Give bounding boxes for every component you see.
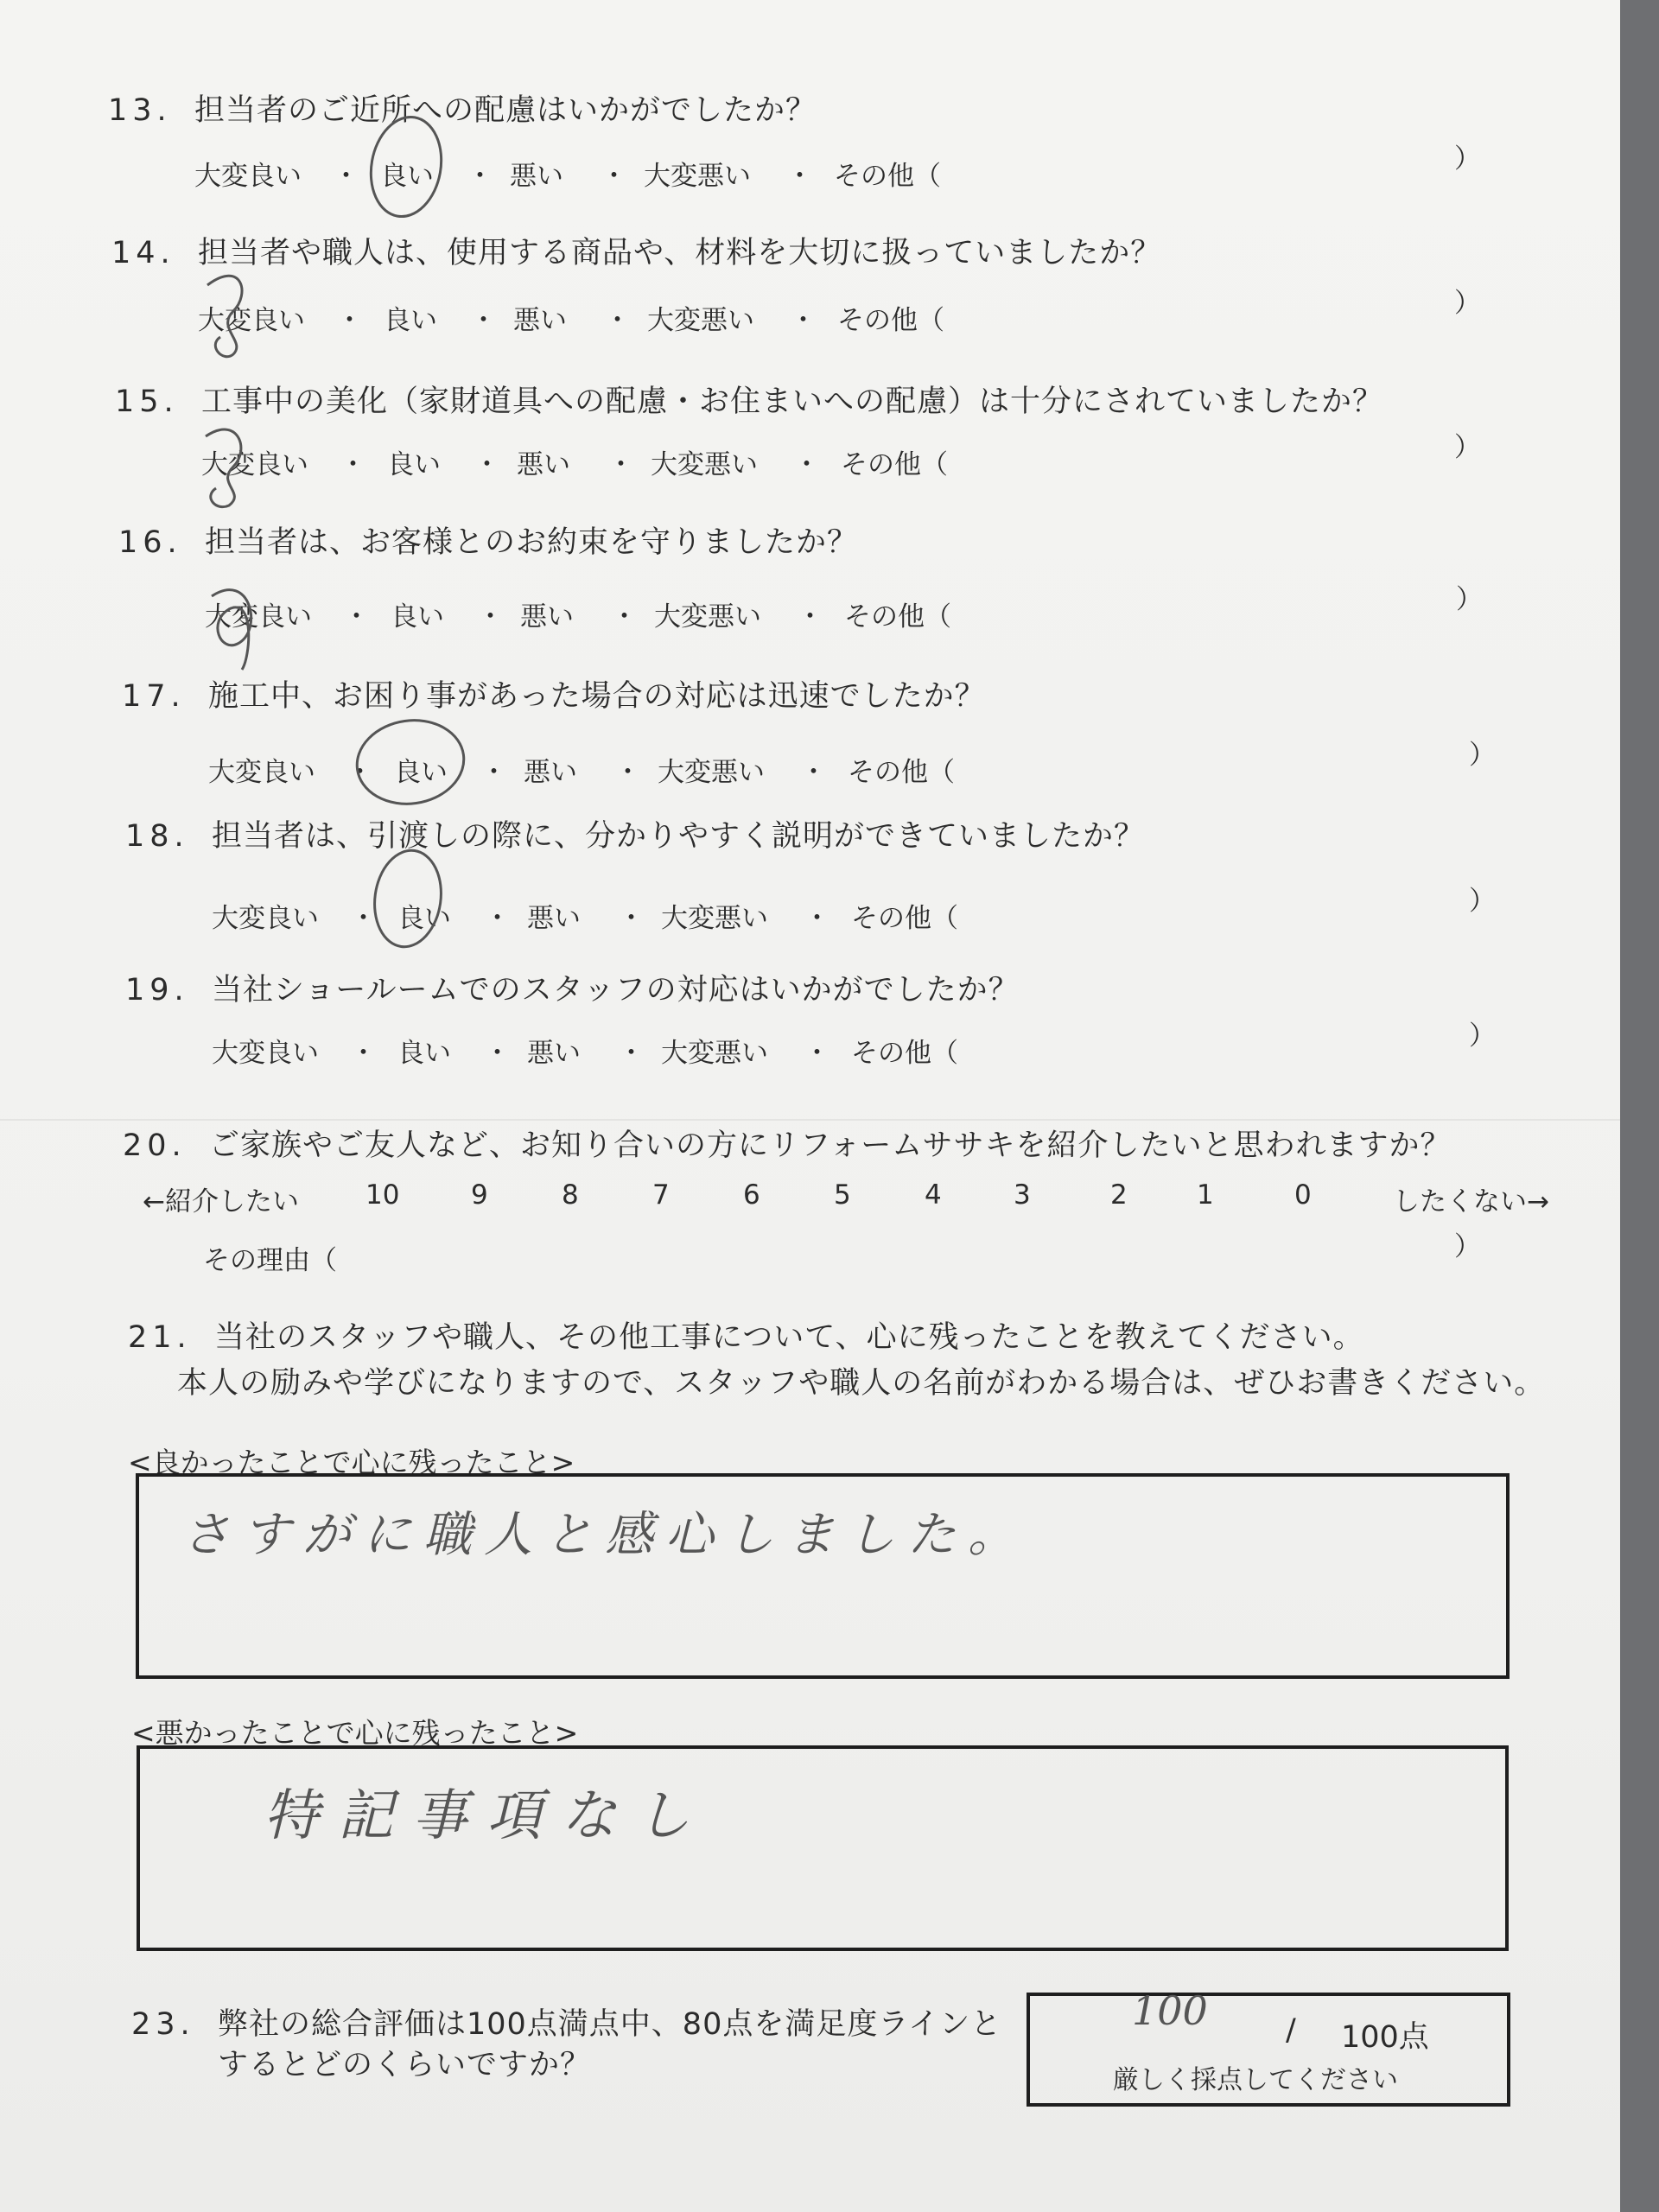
- option-4[interactable]: 大変悪い: [647, 305, 754, 336]
- question-number: 15.: [115, 385, 179, 419]
- score-max: 100点: [1341, 2020, 1429, 2055]
- paper-fold-line: [0, 1119, 1620, 1121]
- option-3[interactable]: 悪い: [513, 305, 567, 336]
- question-number: 23.: [131, 2007, 195, 2042]
- score-note: 厳しく採点してください: [1113, 2065, 1398, 2095]
- option-5[interactable]: その他（: [848, 757, 955, 788]
- scale-value[interactable]: 6: [743, 1179, 760, 1211]
- question-text: 担当者は、お客様とのお約束を守りましたか？: [205, 525, 859, 560]
- question-text: 担当者や職人は、使用する商品や、材料を大切に扱っていましたか？: [198, 236, 1162, 270]
- option-separator: ・: [350, 1038, 377, 1069]
- question-13: [108, 86, 817, 130]
- question-text: 当社ショールームでのスタッフの対応はいかがでしたか？: [212, 973, 1020, 1007]
- option-1[interactable]: 大変良い: [208, 757, 315, 788]
- option-5[interactable]: その他（: [841, 449, 948, 480]
- question-18: [125, 812, 1145, 855]
- scale-value[interactable]: 5: [834, 1179, 851, 1211]
- option-1[interactable]: 大変良い: [205, 601, 312, 632]
- other-close-paren: ）: [1469, 740, 1496, 771]
- option-4[interactable]: 大変悪い: [661, 1038, 768, 1069]
- option-separator: ・: [484, 1038, 511, 1069]
- option-1[interactable]: 大変良い: [194, 161, 302, 192]
- option-separator: ・: [333, 161, 359, 192]
- option-separator: ・: [790, 305, 817, 336]
- option-separator: ・: [618, 1038, 645, 1069]
- option-separator: ・: [470, 305, 497, 336]
- option-separator: ・: [604, 305, 631, 336]
- option-4[interactable]: 大変悪い: [654, 601, 761, 632]
- option-5[interactable]: その他（: [851, 1038, 958, 1069]
- question-text: 当社のスタッフや職人、その他工事について、心に残ったことを教えてください。: [214, 1320, 1364, 1355]
- option-4[interactable]: 大変悪い: [658, 757, 765, 788]
- option-separator: ・: [607, 449, 634, 480]
- question-23: [131, 2000, 1001, 2044]
- option-5[interactable]: その他（: [834, 161, 941, 192]
- option-separator: ・: [611, 601, 638, 632]
- question-number: 14.: [111, 236, 175, 270]
- option-separator: ・: [350, 903, 377, 934]
- option-1[interactable]: 大変良い: [212, 1038, 319, 1069]
- option-1[interactable]: 大変良い: [212, 903, 319, 934]
- option-5[interactable]: その他（: [851, 903, 958, 934]
- question-text: 工事中の美化（家財道具への配慮・お住まいへの配慮）は十分にされていましたか？: [201, 385, 1384, 419]
- scale-value[interactable]: 7: [652, 1179, 670, 1211]
- scale-value[interactable]: 2: [1110, 1179, 1128, 1211]
- scale-left-label: ←紹介したい: [143, 1186, 299, 1217]
- question-text: 施工中、お困り事があった場合の対応は迅速でしたか？: [208, 679, 986, 714]
- option-separator: ・: [484, 903, 511, 934]
- score-handwriting: 100: [1132, 1987, 1208, 2034]
- question-number: 21.: [128, 1320, 192, 1355]
- scale-value[interactable]: 1: [1197, 1179, 1214, 1211]
- question-number: 13.: [108, 93, 172, 128]
- option-3[interactable]: 悪い: [517, 449, 570, 480]
- option-separator: ・: [800, 757, 827, 788]
- other-close-paren: ）: [1456, 584, 1483, 615]
- other-close-paren: ）: [1454, 143, 1481, 175]
- option-3[interactable]: 悪い: [527, 903, 581, 934]
- option-4[interactable]: 大変悪い: [644, 161, 751, 192]
- other-close-paren: ）: [1454, 288, 1481, 319]
- option-separator: ・: [343, 601, 370, 632]
- good-answer-handwriting: さすがに職人と感心しました。: [181, 1507, 1028, 1563]
- option-2[interactable]: 良い: [384, 305, 437, 336]
- option-separator: ・: [618, 903, 645, 934]
- question-text: 担当者のご近所への配慮はいかがでしたか？: [194, 93, 817, 128]
- question-15: [115, 378, 1383, 421]
- option-3[interactable]: 悪い: [510, 161, 563, 192]
- question-number: 20.: [123, 1128, 187, 1163]
- question-number: 16.: [118, 525, 182, 560]
- option-separator: ・: [614, 757, 641, 788]
- option-separator: ・: [340, 449, 366, 480]
- question-17: [122, 672, 986, 715]
- question-number: 18.: [125, 819, 189, 854]
- option-separator: ・: [804, 903, 830, 934]
- option-separator: ・: [336, 305, 363, 336]
- scale-value[interactable]: 3: [1014, 1179, 1031, 1211]
- question-19: [125, 966, 1020, 1009]
- option-1[interactable]: 大変良い: [198, 305, 305, 336]
- option-separator: ・: [467, 161, 493, 192]
- scale-value[interactable]: 8: [562, 1179, 579, 1211]
- question-21-subtext: 本人の励みや学びになりますので、スタッフや職人の名前がわかる場合は、ぜひお書きください。: [177, 1366, 1546, 1401]
- option-2[interactable]: 良い: [391, 601, 444, 632]
- bad-answer-handwriting: 特記事項なし: [264, 1784, 709, 1848]
- option-separator: ・: [480, 757, 507, 788]
- option-2[interactable]: 良い: [397, 1038, 451, 1069]
- option-2[interactable]: 良い: [397, 903, 451, 934]
- option-separator: ・: [797, 601, 823, 632]
- option-separator: ・: [477, 601, 504, 632]
- option-2[interactable]: 良い: [394, 757, 448, 788]
- scale-value[interactable]: 10: [365, 1179, 400, 1211]
- option-3[interactable]: 悪い: [524, 757, 577, 788]
- other-close-paren: ）: [1469, 1020, 1496, 1052]
- option-4[interactable]: 大変悪い: [661, 903, 768, 934]
- option-separator: ・: [786, 161, 813, 192]
- option-5[interactable]: その他（: [844, 601, 951, 632]
- option-4[interactable]: 大変悪い: [651, 449, 758, 480]
- score-slash: /: [1286, 2013, 1296, 2048]
- bad-label: <悪かったことで心に残ったこと>: [131, 1716, 579, 1750]
- question-number: 17.: [122, 679, 186, 714]
- option-3[interactable]: 悪い: [527, 1038, 581, 1069]
- scale-value[interactable]: 9: [471, 1179, 488, 1211]
- scale-right-label: したくない→: [1393, 1186, 1549, 1217]
- question-21: [128, 1313, 1364, 1357]
- question-16: [118, 518, 858, 562]
- reason-close-paren: ）: [1454, 1231, 1481, 1262]
- option-separator: ・: [793, 449, 820, 480]
- scale-value[interactable]: 0: [1294, 1179, 1312, 1211]
- option-2[interactable]: 良い: [380, 161, 434, 192]
- other-close-paren: ）: [1454, 432, 1481, 463]
- question-23-line2: するとどのくらいですか？: [218, 2048, 592, 2082]
- option-5[interactable]: その他（: [837, 305, 944, 336]
- other-close-paren: ）: [1469, 886, 1496, 917]
- option-1[interactable]: 大変良い: [201, 449, 308, 480]
- question-14: [111, 229, 1161, 272]
- question-text: 担当者は、引渡しの際に、分かりやすく説明ができていましたか？: [212, 819, 1146, 854]
- reason-label: その理由（: [203, 1245, 337, 1276]
- option-2[interactable]: 良い: [387, 449, 441, 480]
- question-20: [123, 1122, 1452, 1165]
- good-label: <良かったことで心に残ったこと>: [128, 1446, 575, 1479]
- option-separator: ・: [601, 161, 627, 192]
- option-separator: ・: [804, 1038, 830, 1069]
- option-separator: ・: [474, 449, 500, 480]
- question-text: ご家族やご友人など、お知り合いの方にリフォームササキを紹介したいと思われますか？: [209, 1128, 1452, 1163]
- option-separator: ・: [346, 757, 373, 788]
- option-3[interactable]: 悪い: [520, 601, 574, 632]
- question-text: 弊社の総合評価は100点満点中、80点を満足度ラインと: [218, 2007, 1002, 2042]
- question-number: 19.: [125, 973, 189, 1007]
- scale-value[interactable]: 4: [925, 1179, 942, 1211]
